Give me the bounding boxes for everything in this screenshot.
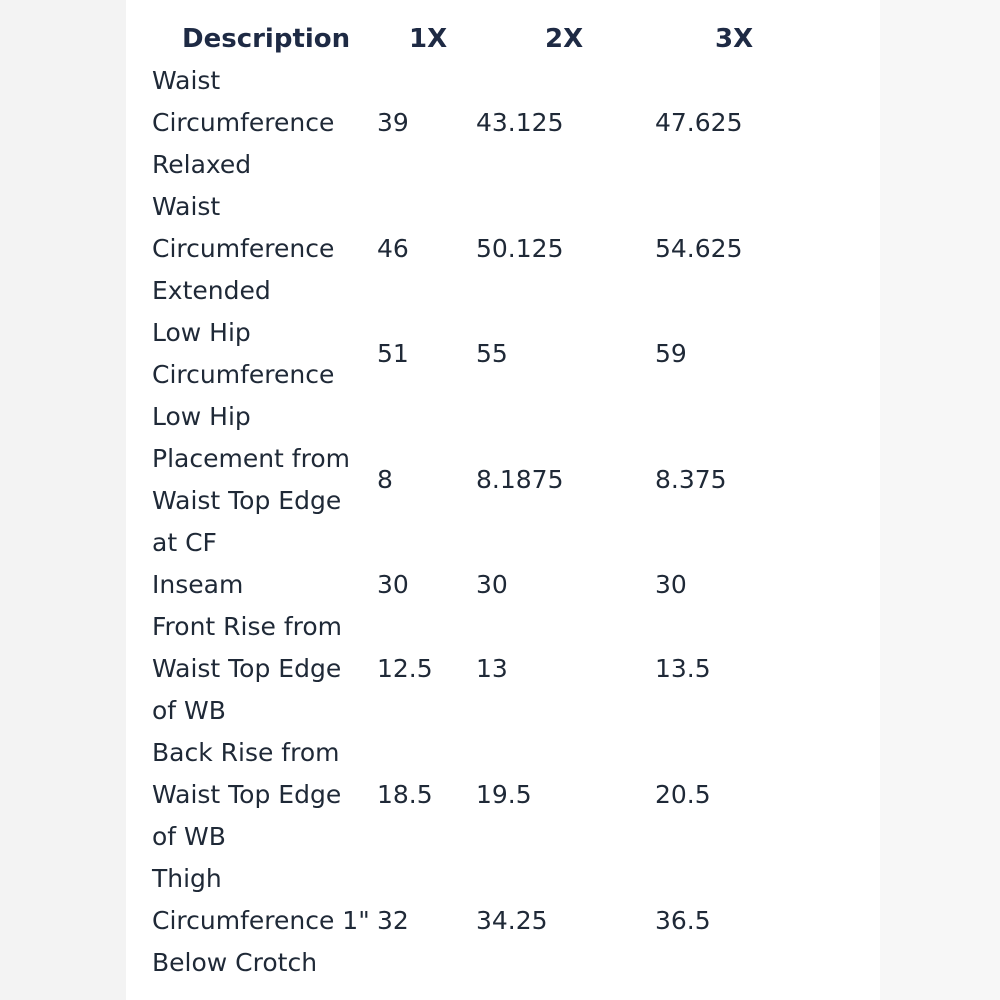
row-description-line: Back Rise from — [152, 738, 340, 767]
row-description-line: Circumference — [152, 108, 335, 137]
row-description-line: Thigh — [152, 864, 222, 893]
row-description-line: Front Rise from — [152, 612, 343, 641]
value-1x: 30 — [377, 570, 409, 599]
value-1x: 8 — [377, 465, 393, 494]
value-1x: 32 — [377, 906, 409, 935]
row-description-line: Inseam — [152, 570, 244, 599]
value-3x: 20.5 — [655, 780, 711, 809]
header-3x: 3X — [715, 24, 754, 54]
value-1x: 18.5 — [377, 780, 433, 809]
row-description-line: Waist Top Edge — [152, 780, 342, 809]
value-1x: 12.5 — [377, 654, 433, 683]
value-3x: 36.5 — [655, 906, 711, 935]
row-description-line: Circumference 1" — [152, 906, 370, 935]
value-3x: 54.625 — [655, 234, 743, 263]
value-3x: 8.375 — [655, 465, 727, 494]
value-2x: 50.125 — [476, 234, 564, 263]
row-description-line: at CF — [152, 528, 217, 557]
value-1x: 51 — [377, 339, 409, 368]
value-3x: 13.5 — [655, 654, 711, 683]
row-description-line: Waist — [152, 66, 221, 95]
header-1x: 1X — [409, 24, 448, 54]
row-description-line: Low Hip — [152, 402, 251, 431]
value-1x: 39 — [377, 108, 409, 137]
value-2x: 8.1875 — [476, 465, 564, 494]
value-2x: 30 — [476, 570, 508, 599]
row-description-line: Relaxed — [152, 150, 252, 179]
value-2x: 55 — [476, 339, 508, 368]
row-description-line: Waist — [152, 192, 221, 221]
row-description-line: Extended — [152, 276, 271, 305]
value-2x: 19.5 — [476, 780, 532, 809]
value-3x: 30 — [655, 570, 687, 599]
header-2x: 2X — [545, 24, 584, 54]
value-2x: 34.25 — [476, 906, 548, 935]
size-chart-sheet — [126, 0, 890, 1000]
row-description-line: Placement from — [152, 444, 350, 473]
row-description-line: Waist Top Edge — [152, 486, 342, 515]
value-3x: 47.625 — [655, 108, 743, 137]
value-2x: 13 — [476, 654, 508, 683]
value-3x: 59 — [655, 339, 687, 368]
row-description-line: of WB — [152, 822, 226, 851]
value-2x: 43.125 — [476, 108, 564, 137]
row-description-line: Low Hip — [152, 318, 251, 347]
header-description: Description — [182, 24, 351, 54]
row-description-line: Circumference — [152, 360, 335, 389]
row-description-line: Below Crotch — [152, 948, 318, 977]
row-description-line: of WB — [152, 696, 226, 725]
right-margin — [880, 0, 1000, 1000]
value-1x: 46 — [377, 234, 409, 263]
row-description-line: Circumference — [152, 234, 335, 263]
row-description-line: Waist Top Edge — [152, 654, 342, 683]
